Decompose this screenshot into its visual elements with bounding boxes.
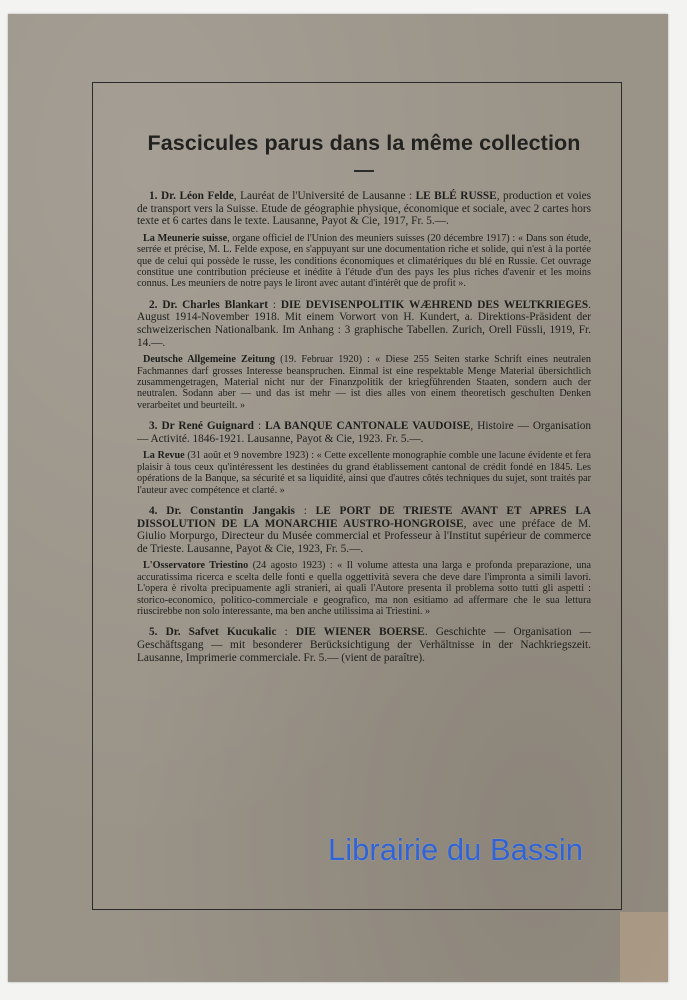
catalog-entry-1 [137,190,591,290]
entry-work-title: LA BANQUE CANTONALE VAUDOISE [265,420,471,433]
entry-number: 2. [149,298,158,311]
review-text: (24 agosto 1923) : « Il volume attesta una larga e profonda preparazione, una accuratissima ricerca e scelta delle fonti e quella oggettività severa che deve dare l'impronta a simili lavori. L'opera è rivolta precipuamente agli stranieri, ai quali l'Autore presenta il problema sotto tutti gli aspetti : storico-economico, politico-commerciale e geografico, ma non esitiamo ad affermare che le sua lettura riuscirebbe non solo interessante, ma ben anche utilissima ai Triestini. » [137,560,591,618]
entry-details: . August 1914-November 1918. Mit einem Vorwort von H. Kundert, a. Direktions-Präsident der schweizerischen Nationalbank. Im Anhang : 3 graphische Tabellen. Zurich, Orell Füssli, 1919, Fr. 14.—. [137,298,591,349]
review-source: L'Osservatore Triestino [143,560,249,572]
entry-author: Dr René Guignard [161,420,254,433]
entry-work-title: DIE DEVISENPOLITIK WÆHREND DES WELTKRIEGES [280,298,589,311]
entry-author: Dr. Safvet Kucukalic [165,626,277,639]
entry-details: , avec une préface de M. Giulio Morpurgo, Directeur du Musée commercial et Professeur à l'Institut supérieur de commerce de Trieste. Lausanne, Payot & Cie, 1923, Fr. 5.—. [137,517,591,555]
review-text: , organe officiel de l'Union des meuniers suisses (20 décembre 1917) : « Dans son étude, serrée et précise, M. L. Felde expose, en s'appuyant sur une documentation riche et solide, qui n'est à la portée que de celui qui possède le russe, les conditions économiques et climatériques du blé en Russie. Cet ouvrage constitue une contribution précieuse et inédite à l'étude d'un des pays les plus riches d'avenir et les moins connus. Les meuniers de notre pays le liront avec autant d'intérêt que de profit ». [137,232,591,290]
entry-author: Dr. Constantin Jangakis [166,505,295,518]
entry-author-rest: : [276,626,296,639]
entry-author-rest: : [294,505,316,518]
entry-number: 4. [149,505,158,518]
review-source: Deutsche Allgemeine Zeitung [143,354,275,366]
page-title: Fascicules parus dans la même collection [147,131,581,155]
review-text: (19. Februar 1920) : « Diese 255 Seiten starke Schrift eines neutralen Fachmannes darf grosses Interesse beanspruchen. Einmal ist eine respektable Menge Material übersichtlich zusammengetragen, Material nicht nur der Finanzpolitik der kriegführenden Staaten, sondern auch der neutralen. Sodann aber — und das ist mehr — ist dies alles von einem theoretisch geschulten Denken verarbeitet und beurteilt. » [137,354,591,411]
review-source: La Meunerie suisse [143,232,228,244]
title-divider [354,170,374,172]
entry-author: Dr. Léon Felde [161,190,234,202]
entry-author: Dr. Charles Blankart [162,298,268,311]
bookseller-watermark: Librairie du Bassin [328,832,584,867]
entry-author-rest: : [267,298,281,311]
entry-number: 3. [149,420,158,433]
entry-work-title: DIE WIENER BOERSE [295,626,425,639]
entry-details: , Histoire — Organisation — Activité. 1846-1921. Lausanne, Payot & Cie, 1923. Fr. 5.—. [137,420,592,445]
entry-work-title: LE PORT DE TRIESTE AVANT ET APRES LA DISSOLUTION DE LA MONARCHIE AUSTRO-HONGROISE [137,505,591,530]
entry-details: . Geschichte — Organisation — Geschäftsgang — mit besonderer Berücksichtigung der Verhältnisse in der Nachkriegszeit. Lausanne, Imprimerie commerciale. Fr. 5.— (vient de paraître). [137,626,591,664]
entry-work-title: LE BLÉ RUSSE [415,190,497,202]
review-source: La Revue [143,450,185,462]
entry-number: 1. [149,190,158,202]
review-text: (31 août et 9 novembre 1923) : « Cette excellente monographie comble une lacune évidente et fera plaisir à tous ceux qu'intéressent les destinées du grand établissement cantonal de crédit fondé en 1845. Les opérations de la Banque, sa sécurité et sa liquidité, ainsi que d'autres côtés techniques du sujet, sont traités par l'auteur avec compétence et clarté. » [137,450,591,496]
entry-author-rest: , Lauréat de l'Université de Lausanne : [233,190,416,202]
catalog-entry-2 [137,299,591,411]
text-frame [92,82,622,910]
entry-number: 5. [149,626,158,639]
entry-author-rest: : [253,420,266,433]
catalog-entry-3 [137,420,591,496]
catalog-entry-5 [137,626,591,664]
worn-corner [620,912,668,982]
catalog-entry-4 [137,505,591,617]
entry-details: , production et voies de transport vers la Suisse. Etude de géographie physique, économique et sociale, avec 2 cartes hors texte et 6 cartes dans le texte. Lausanne, Payot & Cie, 1917, Fr. 5.—. [137,190,591,228]
